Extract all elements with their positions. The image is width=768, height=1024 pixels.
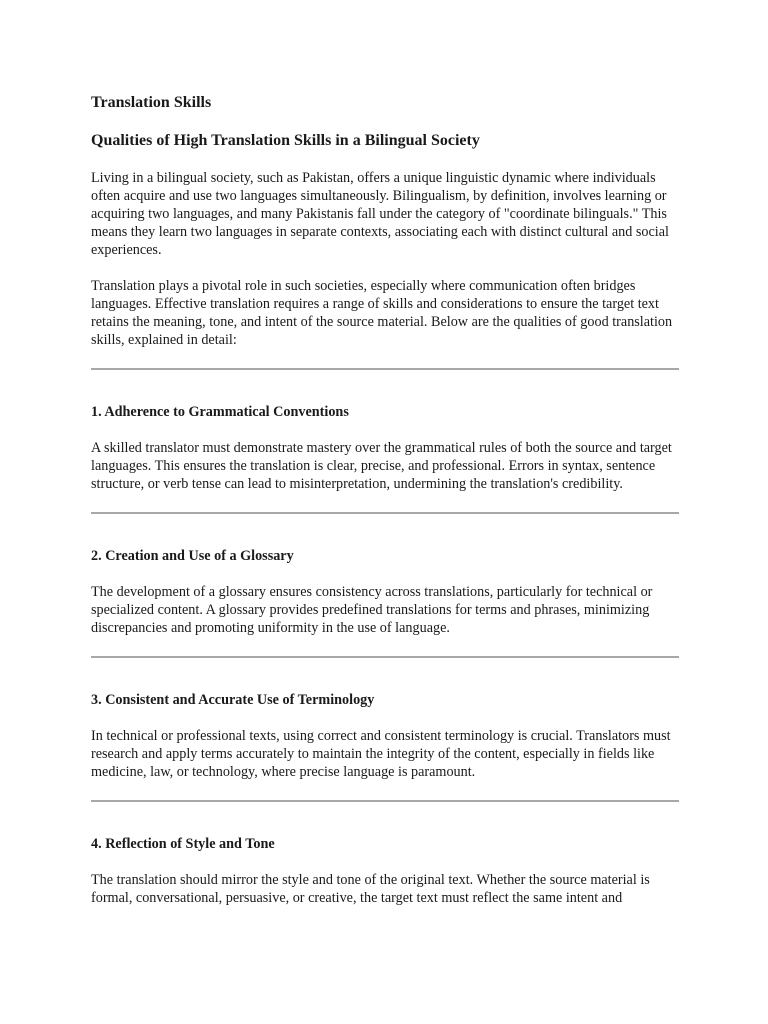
section-style-tone [91, 835, 679, 907]
section-glossary [91, 547, 679, 658]
document-page [91, 93, 679, 907]
section-text: The translation should mirror the style and tone of the original text. Whether the source material is formal, conversational, persuasive, or creative, the target text must reflect the same intent and [91, 872, 650, 906]
document-title: Translation Skills [91, 94, 212, 111]
document-subtitle: Qualities of High Translation Skills in a Bilingual Society [91, 132, 480, 149]
section-heading: 2. Creation and Use of a Glossary [91, 548, 294, 564]
section-terminology [91, 691, 679, 802]
section-heading: 4. Reflection of Style and Tone [91, 836, 275, 852]
horizontal-divider [91, 800, 679, 802]
section-grammatical-conventions [91, 403, 679, 514]
horizontal-divider [91, 512, 679, 514]
intro-paragraph: Translation plays a pivotal role in such societies, especially where communication often bridges languages. Effective translation requires a range of skills and considerations to ensure the target text retains the meaning, tone, and intent of the source material. Below are the qualities of good translation skills, explained in detail: [91, 278, 673, 348]
section-text: The development of a glossary ensures consistency across translations, particularly for technical or specialized content. A glossary provides predefined translations for terms and phrases, minimizing discrepancies and promoting uniformity in the use of language. [91, 584, 653, 636]
horizontal-divider [91, 368, 679, 370]
section-text: In technical or professional texts, using correct and consistent terminology is crucial. Translators must research and apply terms accurately to maintain the integrity of the content, especially in fields like medicine, law, or technology, where precise language is paramount. [91, 728, 671, 780]
intro-paragraph: Living in a bilingual society, such as Pakistan, offers a unique linguistic dynamic where individuals often acquire and use two languages simultaneously. Bilingualism, by definition, involves learning or acquiring two languages, and many Pakistanis fall under the category of "coordinate bilinguals." This means they learn two languages in separate contexts, associating each with distinct cultural and social experiences. [91, 170, 669, 258]
horizontal-divider [91, 656, 679, 658]
section-heading: 3. Consistent and Accurate Use of Terminology [91, 692, 375, 708]
section-text: A skilled translator must demonstrate mastery over the grammatical rules of both the source and target languages. This ensures the translation is clear, precise, and professional. Errors in syntax, sentence structure, or verb tense can lead to misinterpretation, undermining the translation's credibility. [91, 440, 672, 492]
section-heading: 1. Adherence to Grammatical Conventions [91, 404, 349, 420]
